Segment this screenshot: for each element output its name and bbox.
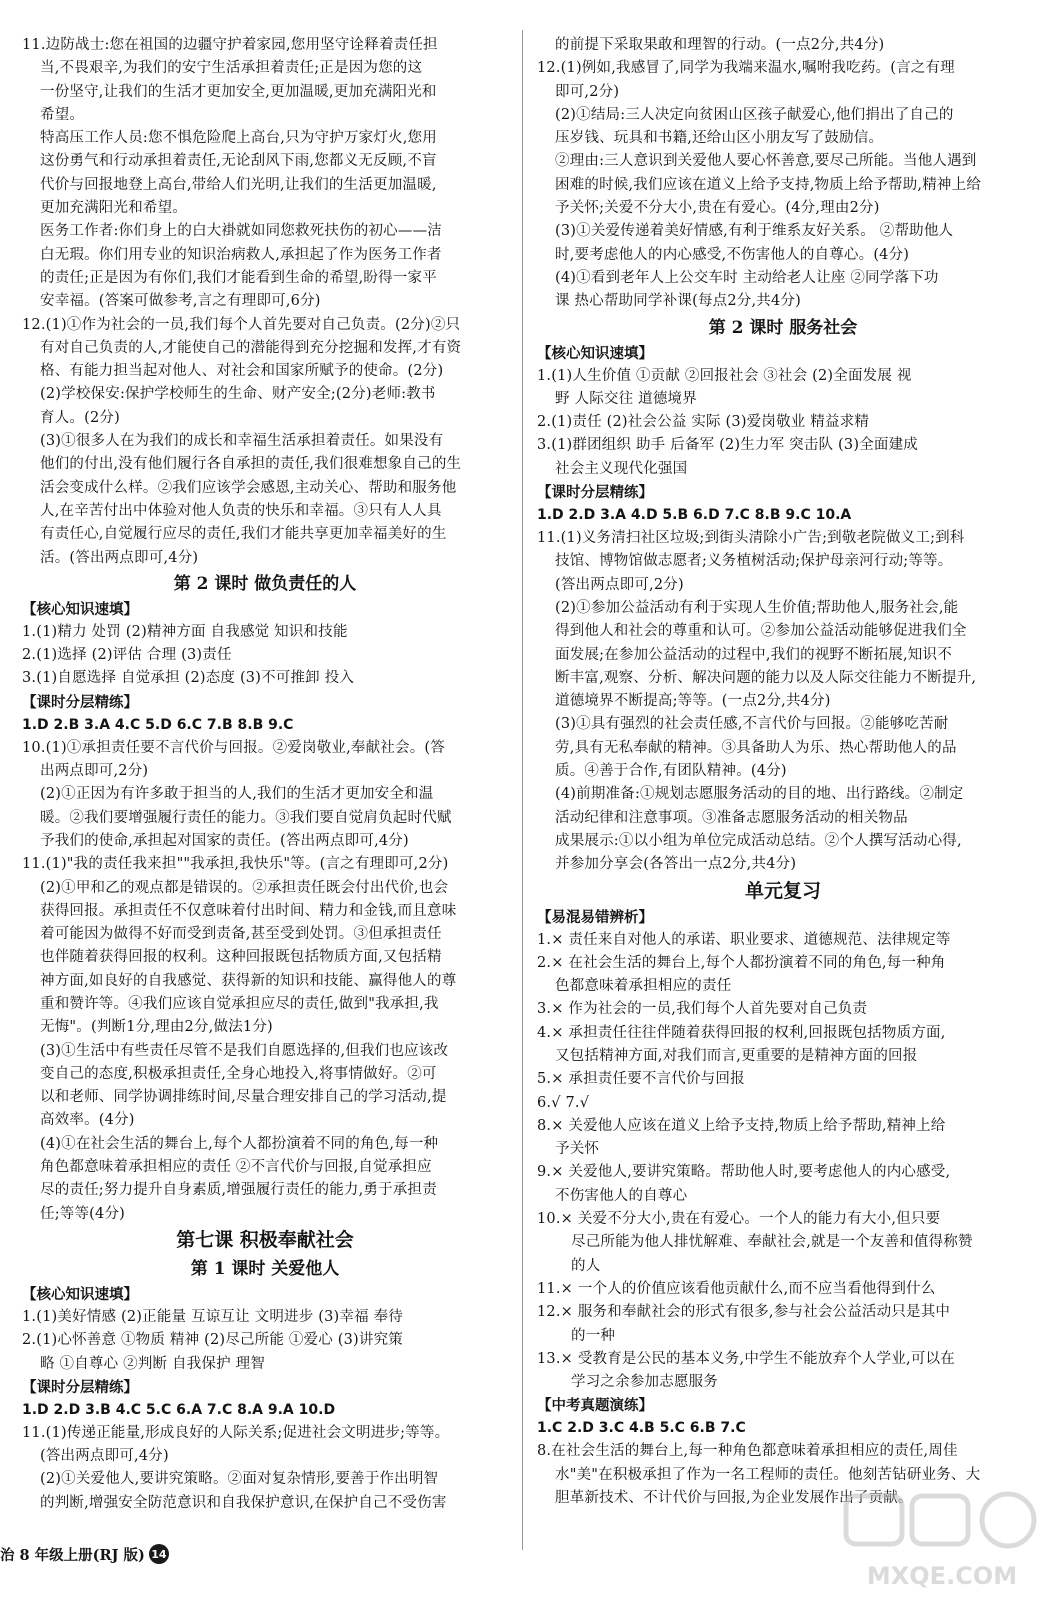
text-line: 11.(1)义务清扫社区垃圾;到街头清除小广告;到敬老院做义工;到科 [537, 530, 965, 547]
text-line: 2.(1)心怀善意 ①物质 精神 (2)尽己所能 ①爱心 (3)讲究策 [22, 1332, 403, 1349]
text-line: 1.(1)美好情感 (2)正能量 互谅互让 文明进步 (3)幸福 奉待 [22, 1308, 403, 1325]
text-line: 即可,2分) [555, 83, 620, 100]
text-line: 劳,具有无私奉献的精神。③具备助人为乐、热心帮助他人的品 [555, 739, 957, 756]
text-line: 5.× 承担责任要不言代价与回报 [537, 1071, 745, 1088]
text-line: 11.边防战士:您在祖国的边疆守护着家园,您用坚守诠释着责任担 [22, 37, 438, 53]
text-line: 野 人际交往 道德境界 [555, 390, 697, 407]
lesson-title: 单元复习 [744, 879, 821, 902]
text-line: 质。④善于合作,有团队精神。(4分) [555, 763, 787, 780]
period-title: 第 2 课时 服务社会 [708, 317, 858, 338]
text-line: 8.在社会生活的舞台上,每一种角色都意味着承担相应的责任,周佳 [537, 1443, 958, 1460]
text-line: 1.(1)精力 处罚 (2)精神方面 自我感觉 知识和技能 [22, 623, 348, 640]
text-line: 他们的付出,没有他们履行各自承担的责任,我们很难想象自己的生 [40, 456, 462, 473]
watermark-logo-icon [842, 1488, 1042, 1592]
text-line: 6.√ 7.√ [537, 1094, 590, 1111]
text-line: ②理由:三人意识到关爱他人要心怀善意,要尽己所能。当他人遇到 [555, 153, 977, 170]
text-line: 以和老师、同学协调排练时间,尽量合理安排自己的学习活动,提 [40, 1089, 447, 1106]
text-line: 11.(1)传递正能量,形成良好的人际关系;促进社会文明进步;等等。 [22, 1424, 450, 1441]
text-line: 成果展示:①以小组为单位完成活动总结。②个人撰写活动心得, [555, 832, 962, 849]
text-line: 4.× 承担责任往往伴随着获得回报的权利,回报既包括物质方面, [537, 1024, 946, 1041]
text-line: 尽的责任;努力提升自身素质,增强履行责任的能力,勇于承担责 [40, 1182, 437, 1199]
section-header: 【中考真题演练】 [537, 1397, 653, 1415]
text-line: 时,要考虑他人的内心感受,不伤害他人的自尊心。(4分) [555, 246, 910, 263]
section-header: 【课时分层精练】 [22, 693, 138, 711]
section-header: 【核心知识速填】 [22, 600, 138, 618]
text-line: 安幸福。(答案可做参考,言之有理即可,6分) [40, 293, 321, 310]
section-header: 【课时分层精练】 [22, 1378, 138, 1396]
text-line: 的一种 [571, 1327, 616, 1344]
text-line: 9.× 关爱他人,要讲究策略。帮助他人时,要考虑他人的内心感受, [537, 1164, 951, 1181]
text-line: (3)①关爱传递着美好情感,有利于维系友好关系。 ②帮助他人 [555, 223, 954, 240]
text-line: 活动纪律和注意事项。③准备志愿服务活动的相关物品 [555, 809, 908, 826]
text-line: 色都意味着承担相应的责任 [555, 978, 732, 995]
text-line: 11.(1)"我的责任我来担""我承担,我快乐"等。(言之有理即可,2分) [22, 856, 449, 873]
text-line: 学习之余参加志愿服务 [571, 1374, 718, 1391]
text-line: 育人。(2分) [40, 409, 120, 426]
text-line: 予我们的使命,承担起对国家的责任。(答出两点即可,4分) [40, 832, 409, 849]
text-line: 暖。②我们要增强履行责任的能力。③我们要自觉肩负起时代赋 [40, 809, 452, 826]
text-line: 又包括精神方面,对我们而言,更重要的是精神方面的回报 [555, 1047, 918, 1064]
text-line: 当,不畏艰辛,为我们的安宁生活承担着责任;正是因为您的这 [40, 60, 423, 77]
section-header: 【课时分层精练】 [537, 484, 653, 502]
text-line: (答出两点即可,4分) [40, 1448, 169, 1465]
text-line: 希望。 [40, 106, 85, 123]
text-line: 不伤害他人的自尊心 [555, 1187, 688, 1204]
text-line: 角色都意味着承担相应的责任 ②不言代价与回报,自觉承担应 [40, 1159, 432, 1176]
text-line: 课 热心帮助同学补课(每点2分,共4分) [555, 293, 801, 310]
text-line: 的人 [571, 1257, 601, 1274]
text-line: 任;等等(4分) [40, 1205, 126, 1222]
text-line: 压岁钱、玩具和书籍,还给山区小朋友写了鼓励信。 [555, 130, 884, 147]
text-line: 水"美"在积极承担了作为一名工程师的责任。他刻苦钻研业务、大 [555, 1466, 981, 1483]
text-line: (3)①生活中有些责任尽管不是我们自愿选择的,但我们也应该改 [40, 1042, 449, 1059]
text-line: 变自己的态度,积极承担责任,全身心地投入,将事情做好。②可 [40, 1065, 437, 1082]
choice-answers: 1.C 2.D 3.C 4.B 5.C 6.B 7.C [537, 1420, 746, 1437]
text-line: (答出两点即可,2分) [555, 576, 684, 593]
text-line: (3)①具有强烈的社会责任感,不言代价与回报。②能够吃苦耐 [555, 716, 949, 733]
text-line: 活。(答出两点即可,4分) [40, 549, 199, 566]
text-line: 也伴随着获得回报的权利。这种回报既包括物质方面,又包括精 [40, 949, 442, 966]
text-line: (2)学校保安:保护学校师生的生命、财产安全;(2分)老师:教书 [40, 386, 436, 403]
text-line: 3.× 作为社会的一员,我们每个人首先要对自己负责 [537, 1001, 868, 1018]
text-line: (4)①看到老年人上公交车时 主动给老人让座 ②同学落下功 [555, 269, 939, 286]
text-line: 一份坚守,让我们的生活才更加安全,更加温暖,更加充满阳光和 [40, 83, 437, 100]
footer-book-title: 治 8 年级上册(RJ 版) [0, 1546, 145, 1564]
text-line: 更加充满阳光和希望。 [40, 200, 187, 217]
period-title: 第 1 课时 关爱他人 [190, 1258, 340, 1279]
text-line: 这份勇气和行动承担着责任,无论刮风下雨,您都义无反顾,不盲 [40, 153, 437, 170]
text-line: 3.(1)群团组织 助手 后备军 (2)生力军 突击队 (3)全面建成 [537, 437, 918, 454]
text-line: 10.× 关爱不分大小,贵在有爱心。一个人的能力有大小,但只要 [537, 1211, 941, 1228]
page-number: 14 [149, 1544, 169, 1564]
text-line: 胆革新技术、不计代价与回报,为企业发展作出了贡献。 [555, 1490, 913, 1507]
text-line: 10.(1)①承担责任要不言代价与回报。②爱岗敬业,奉献社会。(答 [22, 739, 445, 756]
text-line: 的前提下采取果敢和理智的行动。(一点2分,共4分) [555, 37, 885, 53]
text-line: 2.(1)责任 (2)社会公益 实际 (3)爱岗敬业 精益求精 [537, 414, 870, 431]
text-line: 的责任;正是因为有你们,我们才能看到生命的希望,盼得一家平 [40, 269, 437, 286]
text-line: 医务工作者:你们身上的白大褂就如同您救死扶伤的初心——洁 [40, 223, 442, 240]
text-line: 有对自己负责的人,才能使自己的潜能得到充分挖掘和发挥,才有资 [40, 339, 462, 356]
text-line: 重和赞许等。④我们应该自觉承担应尽的责任,做到"我承担,我 [40, 995, 439, 1012]
text-line: 困难的时候,我们应该在道义上给予支持,物质上给予帮助,精神上给 [555, 176, 982, 193]
text-line: 1.(1)人生价值 ①贡献 ②回报社会 ③社会 (2)全面发展 视 [537, 367, 912, 384]
text-line: 有责任心,自觉履行应尽的责任,我们才能共享更加幸福美好的生 [40, 526, 447, 543]
left-column [22, 34, 508, 1515]
text-line: 技馆、博物馆做志愿者;义务植树活动;保护母亲河行动;等等。 [555, 553, 953, 570]
text-line: 2.(1)选择 (2)评估 合理 (3)责任 [22, 647, 232, 664]
text-line: 2.× 在社会生活的舞台上,每个人都扮演着不同的角色,每一种角 [537, 954, 946, 971]
text-line: (2)①参加公益活动有利于实现人生价值;帮助他人,服务社会,能 [555, 599, 959, 616]
right-column [537, 34, 1029, 1510]
section-header: 【核心知识速填】 [537, 344, 653, 362]
text-line: (2)①甲和乙的观点都是错误的。②承担责任既会付出代价,也会 [40, 879, 449, 896]
text-line: 略 ①自尊心 ②判断 自我保护 理智 [40, 1355, 266, 1372]
text-line: 12.× 服务和奉献社会的形式有很多,参与社会公益活动只是其中 [537, 1304, 951, 1321]
text-line: 的判断,增强安全防范意识和自我保护意识,在保护自己不受伤害 [40, 1494, 447, 1511]
text-line: 12.(1)例如,我感冒了,同学为我端来温水,嘱咐我吃药。(言之有理 [537, 60, 955, 77]
text-line: 特高压工作人员:您不惧危险爬上高台,只为守护万家灯火,您用 [40, 130, 437, 147]
text-line: 12.(1)①作为社会的一员,我们每个人首先要对自己负责。(2分)②只 [22, 316, 461, 333]
text-line: 予关怀;关爱不分大小,贵在有爱心。(4分,理由2分) [555, 200, 880, 217]
choice-answers: 1.D 2.D 3.A 4.D 5.B 6.D 7.C 8.B 9.C 10.A [537, 507, 852, 524]
text-line: (4)前期准备:①规划志愿服务活动的目的地、出行路线。②制定 [555, 786, 964, 803]
text-line: 神方面,如良好的自我感觉、获得新的知识和技能、赢得他人的尊 [40, 972, 457, 989]
text-line: 活会变成什么样。②我们应该学会感恩,主动关心、帮助和服务他 [40, 479, 457, 496]
text-line: (2)①正因为有许多敢于担当的人,我们的生活才更加安全和温 [40, 786, 434, 803]
column-divider [522, 30, 523, 1550]
text-line: 出两点即可,2分) [40, 763, 149, 780]
text-line: 代价与回报地登上高台,带给人们光明,让我们的生活更加温暖, [40, 176, 437, 193]
text-line: 尽己所能为他人排忧解难、奉献社会,就是一个友善和值得称赞 [571, 1234, 973, 1251]
page-footer [0, 1542, 169, 1566]
text-line: 面发展;在参加公益活动的过程中,我们的视野不断拓展,知识不 [555, 646, 952, 663]
text-line: 3.(1)自愿选择 自觉承担 (2)态度 (3)不可推卸 投入 [22, 670, 355, 687]
lesson-title: 第七课 积极奉献社会 [176, 1228, 354, 1251]
text-line: 1.× 责任来自对他人的承诺、职业要求、道德规范、法律规定等 [537, 931, 951, 948]
text-line: 道德境界不断提高;等等。(一点2分,共4分) [555, 693, 831, 710]
section-header: 【易混易错辨析】 [537, 908, 653, 926]
section-header: 【核心知识速填】 [22, 1285, 138, 1303]
text-line: 获得回报。承担责任不仅意味着付出时间、精力和金钱,而且意味 [40, 902, 457, 919]
text-line: (3)①很多人在为我们的成长和幸福生活承担着责任。如果没有 [40, 433, 444, 450]
text-line: 11.× 一个人的价值应该看他贡献什么,而不应当看他得到什么 [537, 1280, 936, 1297]
choice-answers: 1.D 2.D 3.B 4.C 5.C 6.A 7.C 8.A 9.A 10.D [22, 1401, 336, 1418]
text-line: (4)①在社会生活的舞台上,每个人都扮演着不同的角色,每一种 [40, 1135, 439, 1152]
watermark-url: MXQE.COM [866, 1562, 1018, 1590]
text-line: 13.× 受教育是公民的基本义务,中学生不能放弃个人学业,可以在 [537, 1350, 955, 1367]
period-title: 第 2 课时 做负责任的人 [173, 573, 357, 594]
text-line: 高效率。(4分) [40, 1112, 135, 1129]
text-line: 格、有能力担当起对他人、对社会和国家所赋予的使命。(2分) [40, 363, 444, 380]
text-line: 着可能因为做得不好而受到责备,甚至受到处罚。③但承担责任 [40, 926, 442, 943]
text-line: 无悔"。(判断1分,理由2分,做法1分) [40, 1019, 273, 1036]
text-line: 社会主义现代化强国 [555, 460, 688, 477]
text-line: 并参加分享会(各答出一点2分,共4分) [555, 856, 797, 873]
text-line: (2)①结局:三人决定向贫困山区孩子献爱心,他们捐出了自己的 [555, 106, 954, 123]
text-line: 人,在辛苦付出中体验对他人负责的快乐和幸福。③只有人人具 [40, 502, 442, 519]
text-line: 白无瑕。你们用专业的知识治病救人,承担起了作为医务工作者 [40, 246, 442, 263]
choice-answers: 1.D 2.B 3.A 4.C 5.D 6.C 7.B 8.B 9.C [22, 716, 294, 733]
text-line: 断丰富,观察、分析、解决问题的能力以及人际交往能力不断提升, [555, 669, 977, 686]
text-line: 得到他人和社会的尊重和认可。②参加公益活动能够促进我们全 [555, 623, 967, 640]
text-line: 予关怀 [555, 1141, 600, 1158]
text-line: 8.× 关爱他人应该在道义上给予支持,物质上给予帮助,精神上给 [537, 1117, 946, 1134]
text-line: (2)①关爱他人,要讲究策略。②面对复杂情形,要善于作出明智 [40, 1471, 439, 1488]
